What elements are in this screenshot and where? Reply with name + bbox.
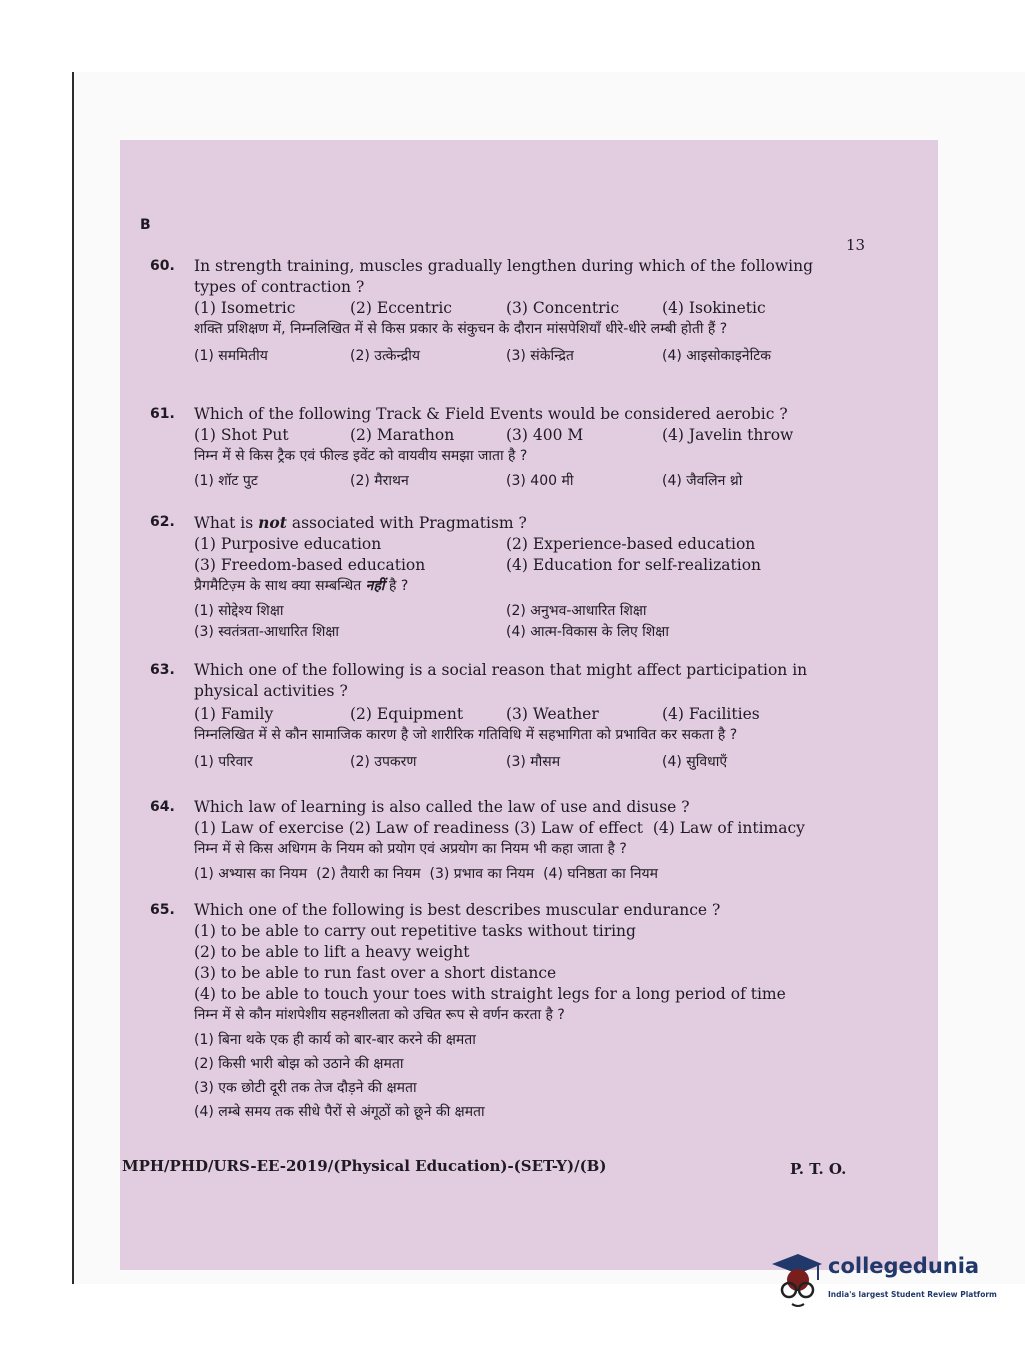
option-1: (1) सोद्देश्य शिक्षा [194,603,284,619]
question-number: 62. [150,514,175,530]
option-2: (2) Equipment [350,705,464,723]
option-2: (2) किसी भारी बोझ को उठाने की क्षमता [194,1056,404,1072]
option-4: (4) आत्म-विकास के लिए शिक्षा [506,624,669,640]
option-3: (3) एक छोटी दूरी तक तेज दौड़ने की क्षमता [194,1080,417,1096]
option-3: (3) 400 मी [506,473,574,489]
option-3: (3) स्वतंत्रता-आधारित शिक्षा [194,624,340,640]
options-en [194,425,855,446]
brand-name: collegedunia [828,1254,980,1278]
question-text-en: What is not associated with Pragmatism ? [194,513,527,532]
question-number: 61. [150,406,175,422]
option-1: (1) Shot Put [194,426,289,444]
question-text-hi: निम्न में से कौन मांशपेशीय सहनशीलता को उचित रूप से वर्णन करता है ? [194,1007,565,1023]
option-3: (3) मौसम [506,754,561,770]
options-hi-row-2 [194,622,855,643]
option-4: (4) Facilities [662,705,760,723]
options-hi-row-1 [194,601,855,622]
options-hi [194,752,855,773]
question-60 [150,256,855,367]
question-62 [150,512,855,643]
question-text-en: Which one of the following is a social reason that might affect participation in physical activities ? [194,661,808,700]
options-en-row-2 [194,555,855,576]
question-text-en: Which law of learning is also called the law of use and disuse ? [194,798,690,816]
option-4: (4) Isokinetic [662,299,766,317]
option-2: (2) Experience-based education [506,535,756,553]
option-1: (1) Isometric [194,299,296,317]
option-2: (2) Eccentric [350,299,452,317]
options-hi: (1) अभ्यास का नियम (2) तैयारी का नियम (3) प्रभाव का नियम (4) घनिष्ठता का नियम [194,866,659,882]
paper-code: MPH/PHD/URS-EE-2019/(Physical Education)-(SET-Y)/(B) [122,1157,607,1175]
option-2: (2) अनुभव-आधारित शिक्षा [506,603,647,619]
options-en-row-1 [194,534,855,555]
pto-label: P. T. O. [790,1160,847,1178]
question-number: 65. [150,902,175,918]
question-text-en: In strength training, muscles gradually lengthen during which of the following types of contraction ? [194,257,814,296]
question-number: 60. [150,258,175,274]
question-number: 64. [150,799,175,815]
question-number: 63. [150,662,175,678]
option-4: (4) आइसोकाइनेटिक [662,348,772,364]
option-1: (1) परिवार [194,754,253,770]
option-3: (3) 400 M [506,426,584,444]
option-4: (4) Javelin throw [662,426,794,444]
option-2: (2) मैराथन [350,473,409,489]
options-hi [194,346,855,367]
option-1: (1) Purposive education [194,535,382,553]
option-3: (3) Freedom-based education [194,556,426,574]
page-number: 13 [846,236,866,254]
option-2: (2) उत्केन्द्रीय [350,348,420,364]
mascot-icon [768,1250,824,1312]
question-63 [150,660,855,773]
collegedunia-watermark [768,1250,996,1312]
question-text-hi: शक्ति प्रशिक्षण में, निम्नलिखित में से किस प्रकार के संकुचन के दौरान मांसपेशियाँ धीरे-धीरे लम्बी होती हैं ? [194,321,728,337]
option-4: (4) लम्बे समय तक सीधे पैरों से अंगूठों को छूने की क्षमता [194,1104,485,1120]
options-en [194,704,855,725]
options-hi [194,471,855,492]
option-2: (2) उपकरण [350,754,417,770]
option-1: (1) शॉट पुट [194,473,258,489]
question-text-hi: निम्न में से किस अधिगम के नियम को प्रयोग एवं अप्रयोग का नियम भी कहा जाता है ? [194,841,627,857]
option-4: (4) सुविधाएँ [662,754,728,770]
question-text-hi: प्रैगमैटिज़्म के साथ क्या सम्बन्धित नहीं है ? [194,578,409,594]
option-4: (4) जैवलिन थ्रो [662,473,743,489]
option-4: (4) Education for self-realization [506,556,762,574]
option-1: (1) बिना थके एक ही कार्य को बार-बार करने की क्षमता [194,1032,476,1048]
option-1: (1) to be able to carry out repetitive tasks without tiring [194,922,636,940]
question-text-hi: निम्न में से किस ट्रैक एवं फील्ड इवेंट को वायवीय समझा जाता है ? [194,448,528,464]
question-64 [150,797,855,885]
option-1: (1) सममितीय [194,348,268,364]
option-4: (4) to be able to touch your toes with straight legs for a long period of time [194,985,786,1003]
options-en [194,298,855,319]
option-2: (2) Marathon [350,426,455,444]
option-1: (1) Family [194,705,274,723]
question-61 [150,404,855,492]
set-label: B [140,217,151,233]
question-text-en: Which of the following Track & Field Events would be considered aerobic ? [194,405,788,423]
question-text-en: Which one of the following is best describes muscular endurance ? [194,901,721,919]
question-65 [150,900,855,1123]
question-text-hi: निम्नलिखित में से कौन सामाजिक कारण है जो शारीरिक गतिविधि में सहभागिता को प्रभावित कर सकता है ? [194,727,738,743]
option-3: (3) Concentric [506,299,620,317]
options-en: (1) Law of exercise (2) Law of readiness (3) Law of effect (4) Law of intimacy [194,819,805,837]
option-3: (3) to be able to run fast over a short distance [194,964,557,982]
option-3: (3) Weather [506,705,599,723]
option-2: (2) to be able to lift a heavy weight [194,943,470,961]
option-3: (3) संकेन्द्रित [506,348,574,364]
brand-tagline: India's largest Student Review Platform [828,1290,997,1299]
